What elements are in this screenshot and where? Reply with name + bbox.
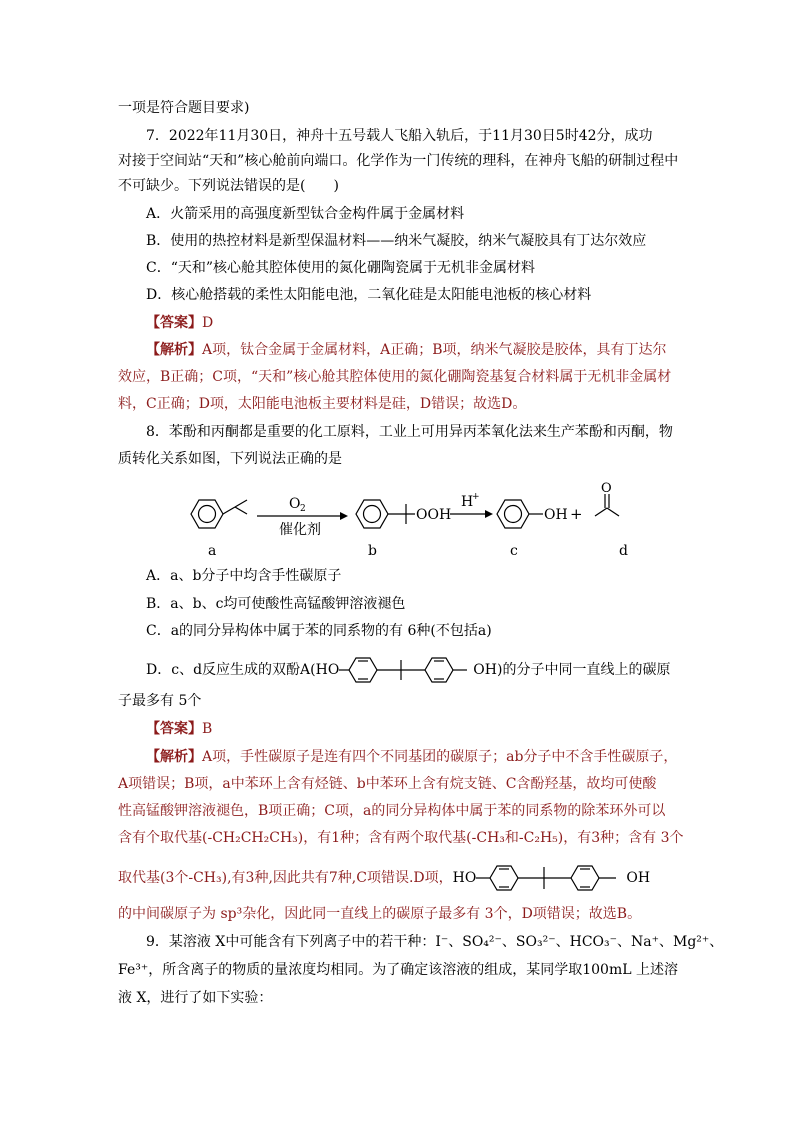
option-d-prefix: D．c、d反应生成的双酚A(: [146, 662, 316, 678]
answer-value: D: [202, 315, 214, 331]
q7-option-c: C．“天和”核心舱其腔体使用的氮化硼陶瓷属于无机非金属材料: [146, 260, 536, 276]
acid-catalyst-charge: +: [472, 492, 480, 502]
bisphenol-a-structure: [339, 656, 473, 684]
reaction-arrow-1: [257, 496, 348, 538]
q8-answer: [146, 719, 212, 739]
q8-explanation-line-6: 的中间碳原子为 sp³杂化，因此同一直线上的碳原子最多有 3个，D项错误；故选B。: [118, 906, 642, 922]
catalyst-label: 催化剂: [279, 522, 321, 538]
label-b: b: [368, 543, 377, 559]
ketone-oxygen: O: [601, 482, 612, 496]
q8-explanation-line-1: [146, 747, 677, 767]
q9-stem-line-3: 液 X，进行了如下实验：: [118, 990, 273, 1006]
structure-oh: OH: [626, 870, 651, 886]
ooh-group: OOH: [416, 507, 452, 523]
answer-value: B: [202, 721, 213, 737]
q8-explanation-line-5: [118, 863, 650, 893]
q9-stem-line-2: Fe³⁺，所含离子的物质的量浓度均相同。为了确定该溶液的组成，某同学取100mL 上述溶: [118, 962, 678, 978]
q7-stem-line-1: 7．2022年11月30日，神舟十五号载人飞船入轨后，于11月30日5时42分，成功: [146, 128, 653, 144]
q7-explanation-line-1: [146, 340, 667, 360]
q8-stem-line-1: 8．苯酚和丙酮都是重要的化工原料，工业上可用异丙苯氧化法来生产苯酚和丙酮，物: [146, 424, 673, 440]
q7-explanation-line-2: 效应，B正确；C项，“天和”核心舱其腔体使用的氮化硼陶瓷基复合材料属于无机非金属材: [118, 369, 672, 385]
explanation-text: A项，钛合金属于金属材料，A正确；B项，纳米气凝胶是胶体，具有丁达尔: [202, 342, 667, 358]
q8-option-d: [146, 656, 670, 684]
label-a: a: [208, 543, 217, 559]
reaction-arrow-2: [450, 492, 493, 518]
q9-stem-line-1: 9．某溶液 X中可能含有下列离子中的若干种：I⁻、SO₄²⁻、SO₃²⁻、HCO₃⁻、Na⁺、Mg²⁺、: [146, 934, 724, 950]
oh-group: OH: [544, 507, 568, 523]
compound-c-structure: [497, 500, 543, 528]
intro-text: 一项是符合题目要求): [118, 100, 250, 116]
q7-option-a: A．火箭采用的高强度新型钛合金构件属于金属材料: [146, 206, 465, 222]
q8-explanation-line-3: 性高锰酸钾溶液褪色，B项正确；C项，a的同分异构体中属于苯的同系物的除苯环外可以: [118, 803, 666, 819]
q8-option-a: A．a、b分子中均含手性碳原子: [146, 568, 342, 584]
answer-tag: 【答案】: [146, 721, 202, 737]
reagent-o2-subscript: 2: [300, 504, 306, 514]
option-d-suffix: )的分子中同一直线上的碳原: [496, 662, 671, 678]
q8-option-c: C．a的同分异构体中属于苯的同系物的有 6种(不包括a): [146, 623, 492, 639]
label-d: d: [619, 543, 628, 559]
q7-stem-line-2: 对接于空间站“天和”核心舱前向端口。化学作为一门传统的理科，在神舟飞船的研制过程中: [118, 153, 679, 169]
q8-option-b: B．a、b、c均可使酸性高锰酸钾溶液褪色: [146, 596, 406, 612]
bisphenol-structure-explanation: [476, 863, 626, 893]
reagent-o2: O: [289, 496, 301, 512]
q7-explanation-line-3: 料，C正确；D项，太阳能电池板主要材料是硅，D错误；故选D。: [118, 396, 527, 412]
explanation-5-prefix: 取代基(3个-CH₃),有3种,因此共有7种,C项错误.D项，: [118, 870, 453, 886]
compound-d-structure: [595, 494, 619, 516]
q7-option-b: B．使用的热控材料是新型保温材料——纳米气凝胶，纳米气凝胶具有丁达尔效应: [146, 233, 647, 249]
acid-catalyst: H: [461, 494, 474, 510]
explanation-tag: 【解析】: [146, 342, 202, 358]
reaction-scheme: [185, 482, 655, 562]
answer-tag: 【答案】: [146, 315, 202, 331]
q7-option-d: D．核心舱搭载的柔性太阳能电池，二氧化硅是太阳能电池板的核心材料: [146, 287, 592, 303]
explanation-text: A项，手性碳原子是连有四个不同基团的碳原子；ab分子中不含手性碳原子，: [202, 749, 678, 765]
q8-explanation-line-2: A项错误；B项，a中苯环上含有烃链、b中苯环上含有烷支链、C含酚羟基，故均可使酸: [118, 776, 657, 792]
plus-sign: +: [570, 505, 583, 523]
compound-a-structure: [191, 500, 247, 528]
label-c: c: [510, 543, 518, 559]
explanation-tag: 【解析】: [146, 749, 202, 765]
q7-stem-line-3: 不可缺少。下列说法错误的是( ): [118, 178, 339, 194]
q8-stem-line-2: 质转化关系如图，下列说法正确的是: [118, 451, 342, 467]
bisphenol-oh: OH: [473, 662, 497, 678]
compound-b-structure: [356, 500, 415, 528]
q8-option-d-line-2: 子最多有 5个: [118, 693, 202, 709]
structure-ho: HO: [452, 870, 477, 886]
q8-explanation-line-4: 含有个取代基(-CH₂CH₂CH₃)，有1种；含有两个取代基(-CH₃和-C₂H₅)，有3种；含有 3个: [118, 830, 684, 846]
q7-answer: [146, 313, 213, 333]
bisphenol-ho: HO: [315, 662, 340, 678]
